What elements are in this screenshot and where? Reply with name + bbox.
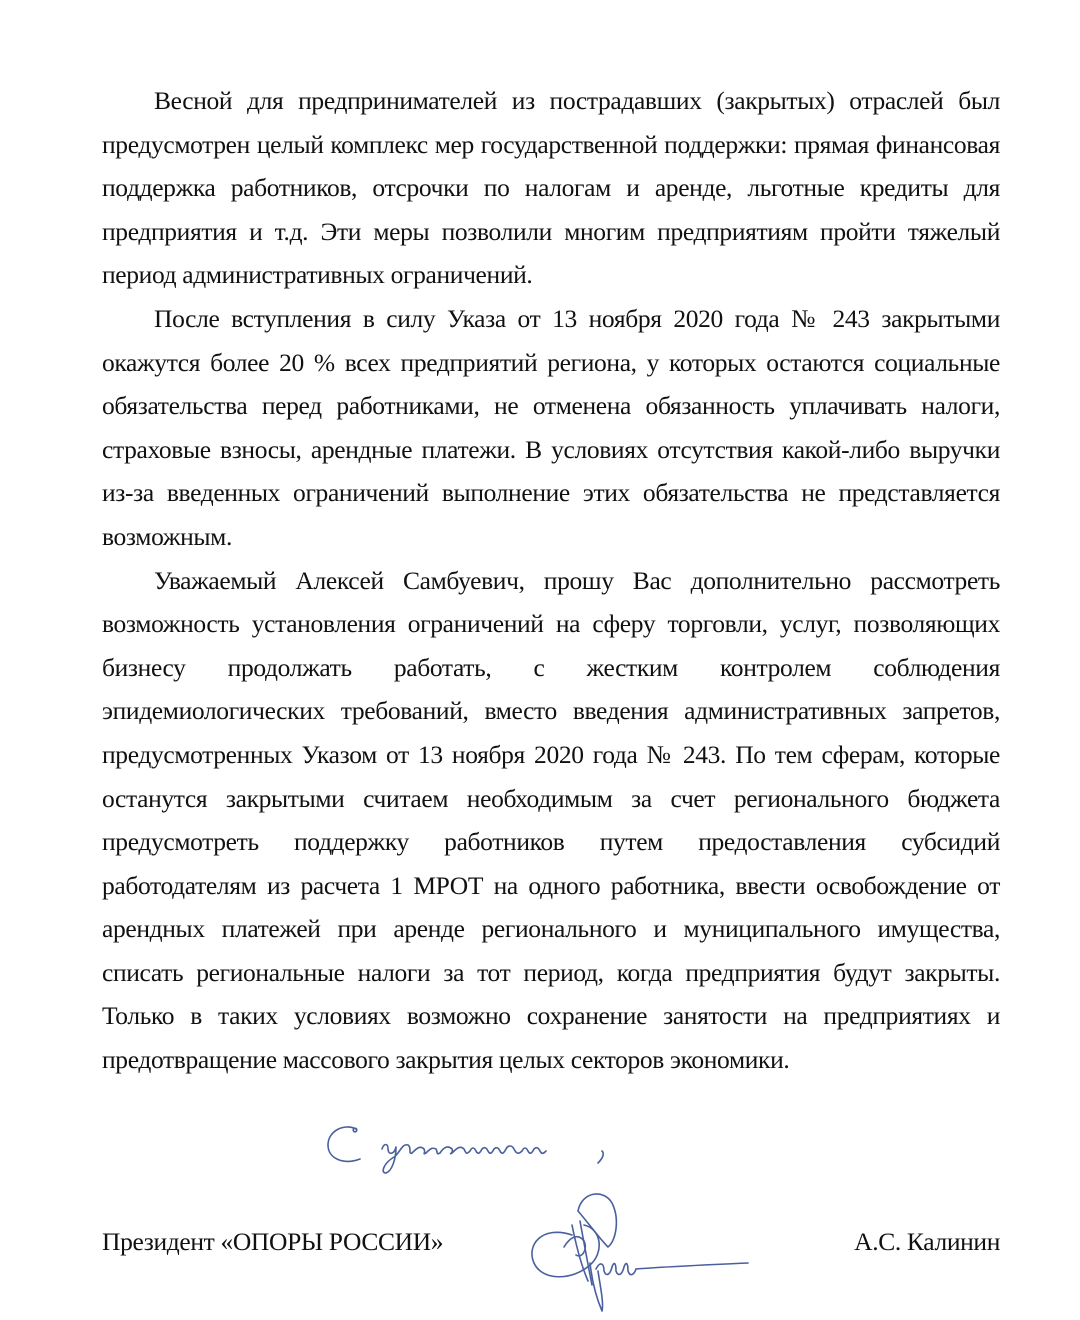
signatory-name: А.С. Калинин: [854, 1227, 1000, 1256]
paragraph-decree-impact: После вступления в силу Указа от 13 ноября 2020 года № 243 закрытыми окажутся более 20 % всех предприятий региона, у которых остаются социальные обязательства перед работниками, не отменена обязанность уплачивать налоги, страховые взносы, арендные платежи. В условиях отсутствия какой-либо выручки из-за введенных ограничений выполнение этих обязательства не представляется возможным.: [102, 303, 1000, 551]
letter-body: [102, 79, 1000, 1082]
signature-icon: [512, 1185, 762, 1315]
handwritten-closing: [322, 1113, 642, 1177]
paragraph-request: Уважаемый Алексей Самбуевич, прошу Вас дополнительно рассмотреть возможность установления ограничений на сферу торговли, услуг, позволяющих бизнесу продолжать работать, с жестким контролем соблюдения эпидемиологических требований, вместо введения административных запретов, предусмотренных Указом от 13 ноября 2020 года № 243. По тем сферам, которые останутся закрытыми считаем необходимым за счет регионального бюджета предусмотреть поддержку работников путем предоставления субсидий работодателям из расчета 1 МРОТ на одного работника, ввести освобождение от арендных платежей при аренде регионального и муниципального имущества, списать региональные налоги за тот период, когда предприятия будут закрыты. Только в таких условиях возможно сохранение занятости на предприятиях и предотвращение массового закрытия целых секторов экономики.: [102, 565, 1000, 1075]
signatory-title: Президент «ОПОРЫ РОССИИ»: [102, 1227, 444, 1256]
paragraph-support-measures: Весной для предпринимателей из пострадавших (закрытых) отраслей был предусмотрен целый комплекс мер государственной поддержки: прямая финансовая поддержка работников, отсрочки по налогам и аренде, льготные кредиты для предприятия и т.д. Эти меры позволили многим предприятиям пройти тяжелый период административных ограничений.: [102, 86, 1000, 290]
handwritten-closing-icon: [322, 1113, 642, 1177]
handwritten-signature-icon: [512, 1185, 762, 1315]
signature-block: [102, 1205, 1000, 1305]
